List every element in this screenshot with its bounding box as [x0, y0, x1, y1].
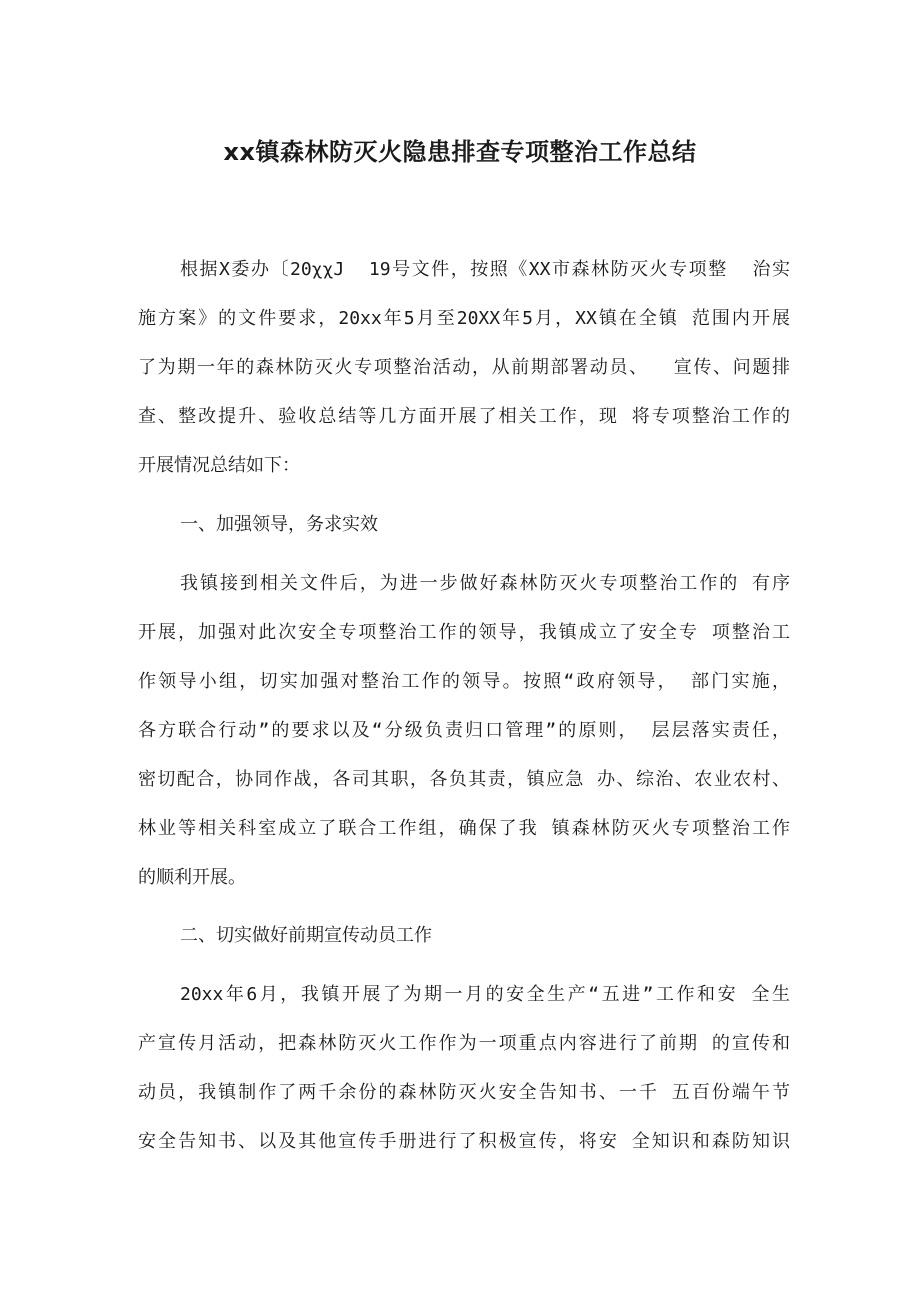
paragraph-line: 了为期一年的森林防灭火专项整治活动，从前期部署动员、 宣传、问题排: [138, 357, 790, 378]
section-heading: 二、切实做好前期宣传动员工作: [180, 925, 432, 946]
paragraph-line: 动员，我镇制作了两千余份的森林防灭火安全告知书、一千 五百份端午节: [138, 1082, 790, 1103]
paragraph-line: 安全告知书、以及其他宣传手册进行了积极宣传，将安 全知识和森防知识: [138, 1131, 790, 1152]
paragraph-line: 的顺利开展。: [138, 867, 246, 888]
paragraph-line: 20xx年6月，我镇开展了为期一月的安全生产“五进”工作和安 全生: [180, 984, 790, 1005]
paragraph-line: 根据X委办〔20χχJ 19号文件，按照《XX市森林防灭火专项整 治实: [180, 259, 790, 280]
document-title: xx镇森林防灭火隐患排查专项整治工作总结: [223, 138, 697, 166]
paragraph-line: 各方联合行动”的要求以及“分级负责归口管理”的原则， 层层落实责任，: [138, 720, 790, 741]
paragraph-line: 开展情况总结如下：: [138, 455, 300, 476]
paragraph-line: 林业等相关科室成立了联合工作组，确保了我 镇森林防灭火专项整治工作: [138, 818, 790, 839]
paragraph-line: 我镇接到相关文件后，为进一步做好森林防灭火专项整治工作的 有序: [180, 573, 790, 594]
paragraph-line: 施方案》的文件要求，20xx年5月至20XX年5月，XX镇在全镇 范围内开展: [138, 308, 790, 329]
paragraph-line: 查、整改提升、验收总结等几方面开展了相关工作，现 将专项整治工作的: [138, 406, 790, 427]
paragraph-line: 开展，加强对此次安全专项整治工作的领导，我镇成立了安全专 项整治工: [138, 622, 790, 643]
section-heading: 一、加强领导，务求实效: [180, 514, 378, 535]
paragraph-line: 产宣传月活动，把森林防灭火工作作为一项重点内容进行了前期 的宣传和: [138, 1033, 790, 1054]
paragraph-line: 密切配合，协同作战，各司其职，各负其责，镇应急 办、综治、农业农村、: [138, 769, 790, 790]
paragraph-line: 作领导小组，切实加强对整治工作的领导。按照“政府领导， 部门实施，: [138, 671, 790, 692]
